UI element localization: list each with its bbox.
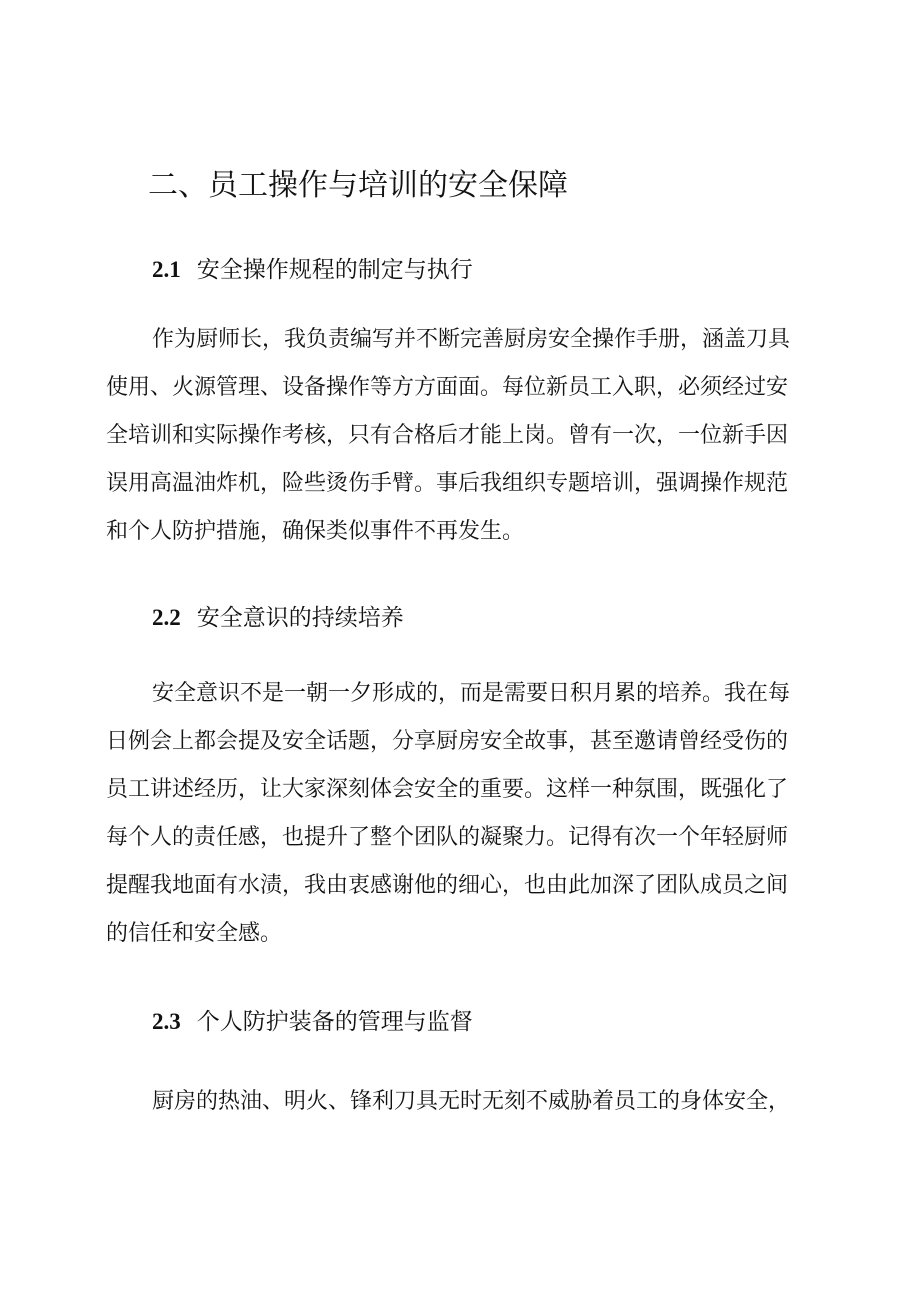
paragraph-2-1 <box>106 316 824 556</box>
paragraph-line: 全培训和实际操作考核，只有合格后才能上岗。曾有一次，一位新手因 <box>106 423 789 448</box>
paragraph-2-2 <box>106 670 824 958</box>
section-title: 二、员工操作与培训的安全保障 <box>148 168 568 203</box>
subsection-number: 2.2 <box>152 605 181 630</box>
paragraph-line: 每个人的责任感，也提升了整个团队的凝聚力。记得有次一个年轻厨师 <box>106 825 789 850</box>
paragraph-line: 误用高温油炸机，险些烫伤手臂。事后我组织专题培训，强调操作规范 <box>106 471 789 496</box>
paragraph-line: 作为厨师长，我负责编写并不断完善厨房安全操作手册，涵盖刀具 <box>152 327 791 352</box>
paragraph-line: 的信任和安全感。 <box>106 921 283 946</box>
subsection-title: 个人防护装备的管理与监督 <box>196 1009 473 1035</box>
paragraph-line: 员工讲述经历，让大家深刻体会安全的重要。这样一种氛围，既强化了 <box>106 777 789 802</box>
paragraph-2-3 <box>106 1078 824 1126</box>
subsection-heading-2-3 <box>152 1004 473 1040</box>
paragraph-line: 提醒我地面有水渍，我由衷感谢他的细心，也由此加深了团队成员之间 <box>106 873 789 898</box>
subsection-number: 2.1 <box>152 257 181 282</box>
paragraph-line: 日例会上都会提及安全话题，分享厨房安全故事，甚至邀请曾经受伤的 <box>106 729 789 754</box>
subsection-heading-2-1 <box>152 252 473 288</box>
paragraph-line: 和个人防护措施，确保类似事件不再发生。 <box>106 519 525 544</box>
subsection-number: 2.3 <box>152 1009 181 1034</box>
paragraph-line: 安全意识不是一朝一夕形成的，而是需要日积月累的培养。我在每 <box>152 681 791 706</box>
paragraph-line: 厨房的热油、明火、锋利刀具无时无刻不威胁着员工的身体安全， <box>152 1089 791 1114</box>
subsection-title: 安全意识的持续培养 <box>196 605 404 631</box>
subsection-heading-2-2 <box>152 600 404 636</box>
paragraph-line: 使用、火源管理、设备操作等方方面面。每位新员工入职，必须经过安 <box>106 375 789 400</box>
subsection-title: 安全操作规程的制定与执行 <box>196 257 473 283</box>
